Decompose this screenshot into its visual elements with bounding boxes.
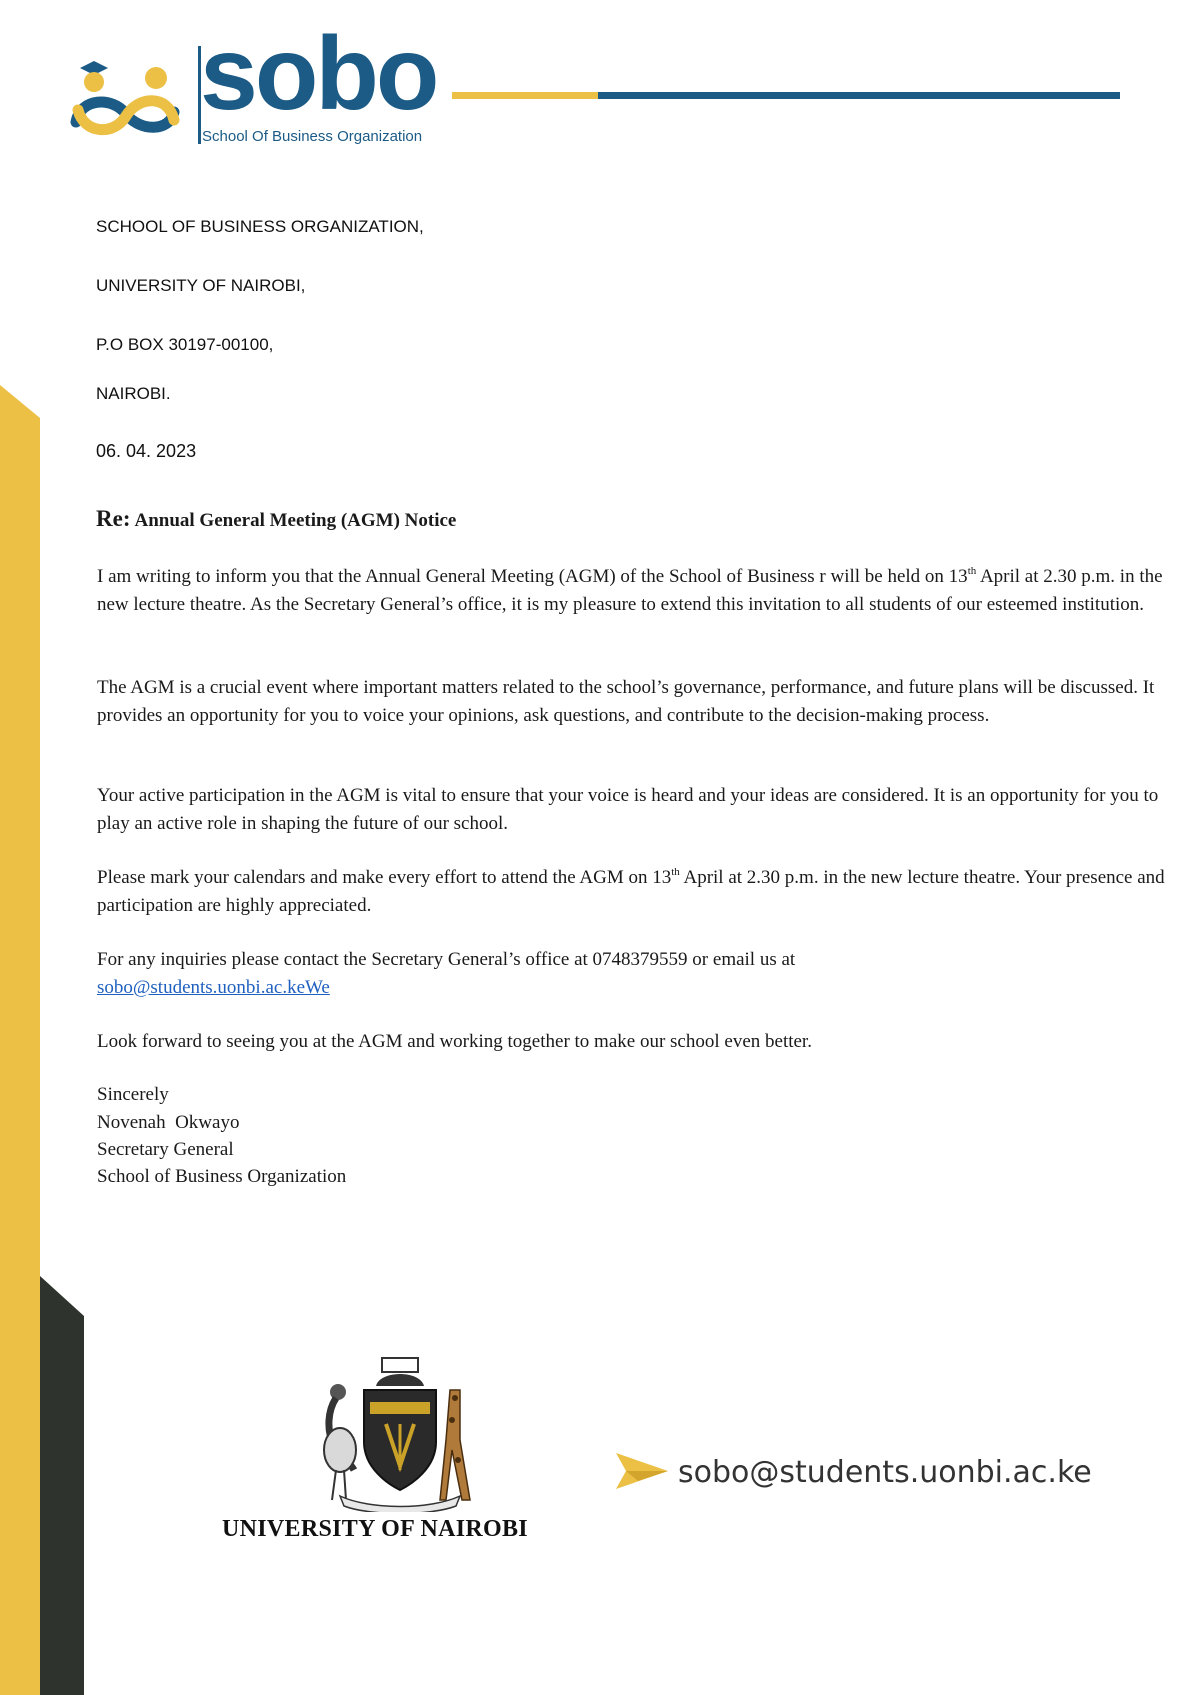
subject-prefix: Re: [96, 506, 131, 531]
logo-wordmark: sobo [200, 16, 437, 132]
paper-plane-icon [614, 1445, 670, 1495]
address-line-3: P.O BOX 30197-00100, [96, 335, 274, 354]
address-line-4: NAIROBI. [96, 384, 171, 403]
header-rule-blue [598, 92, 1120, 99]
subject-line [96, 506, 456, 532]
header-rule-yellow [452, 92, 598, 99]
p1-text-b: April at 2.30 p.m. in the new lecture theatre. As the Secretary General’s office, it is my pleasure to extend this invitation to all students of our esteemed institution. [97, 566, 1163, 615]
paragraph-agm-purpose: The AGM is a crucial event where important matters related to the school’s governance, performance, and future plans will be discussed. It provides an opportunity for you to voice your opinions, ask questions, and contribute to the decision-making process. [97, 677, 1155, 726]
signature-title: Secretary General [97, 1139, 234, 1160]
p4-text-a: Please mark your calendars and make every effort to attend the AGM on 13 [97, 867, 672, 888]
signature-org: School of Business Organization [97, 1166, 347, 1187]
address-line-2: UNIVERSITY OF NAIROBI, [96, 276, 306, 295]
university-name: UNIVERSITY OF NAIROBI [222, 1516, 528, 1542]
p5-text: For any inquiries please contact the Secretary General’s office at 0748379559 or email us at [97, 949, 796, 970]
paragraph-closing: Look forward to seeing you at the AGM and working together to make our school even better. [97, 1031, 812, 1052]
footer-email[interactable]: sobo@students.uonbi.ac.ke [678, 1455, 1092, 1490]
logo-figures-icon [70, 52, 182, 144]
paragraph-reminder [97, 864, 1177, 919]
sobo-logo [70, 16, 470, 150]
paragraph-invitation [97, 563, 1177, 618]
paragraph-contact [97, 946, 1177, 1001]
p4-ordinal: th [671, 866, 680, 878]
letter-date: 06. 04. 2023 [96, 441, 197, 461]
p1-ordinal: th [967, 565, 977, 577]
email-link[interactable]: sobo@students.uonbi.ac.keWe [97, 976, 330, 998]
p1-text-a: I am writing to inform you that the Annual General Meeting (AGM) of the School of Business r will be held on 13 [97, 566, 968, 587]
signature-name: Novenah Okwayo [97, 1112, 240, 1133]
logo-tagline: School Of Business Organization [202, 128, 423, 145]
university-crest-icon [300, 1350, 500, 1512]
p4-text-b: April at 2.30 p.m. in the new lecture theatre. Your presence and participation are highly appreciated. [97, 867, 1165, 916]
paragraph-participation: Your active participation in the AGM is vital to ensure that your voice is heard and your ideas are considered. It is an opportunity for you to play an active role in shaping the future of our school. [97, 785, 1159, 834]
signature-closing: Sincerely [97, 1084, 169, 1105]
address-line-1: SCHOOL OF BUSINESS ORGANIZATION, [96, 217, 424, 236]
subject-text: Annual General Meeting (AGM) Notice [134, 510, 457, 531]
